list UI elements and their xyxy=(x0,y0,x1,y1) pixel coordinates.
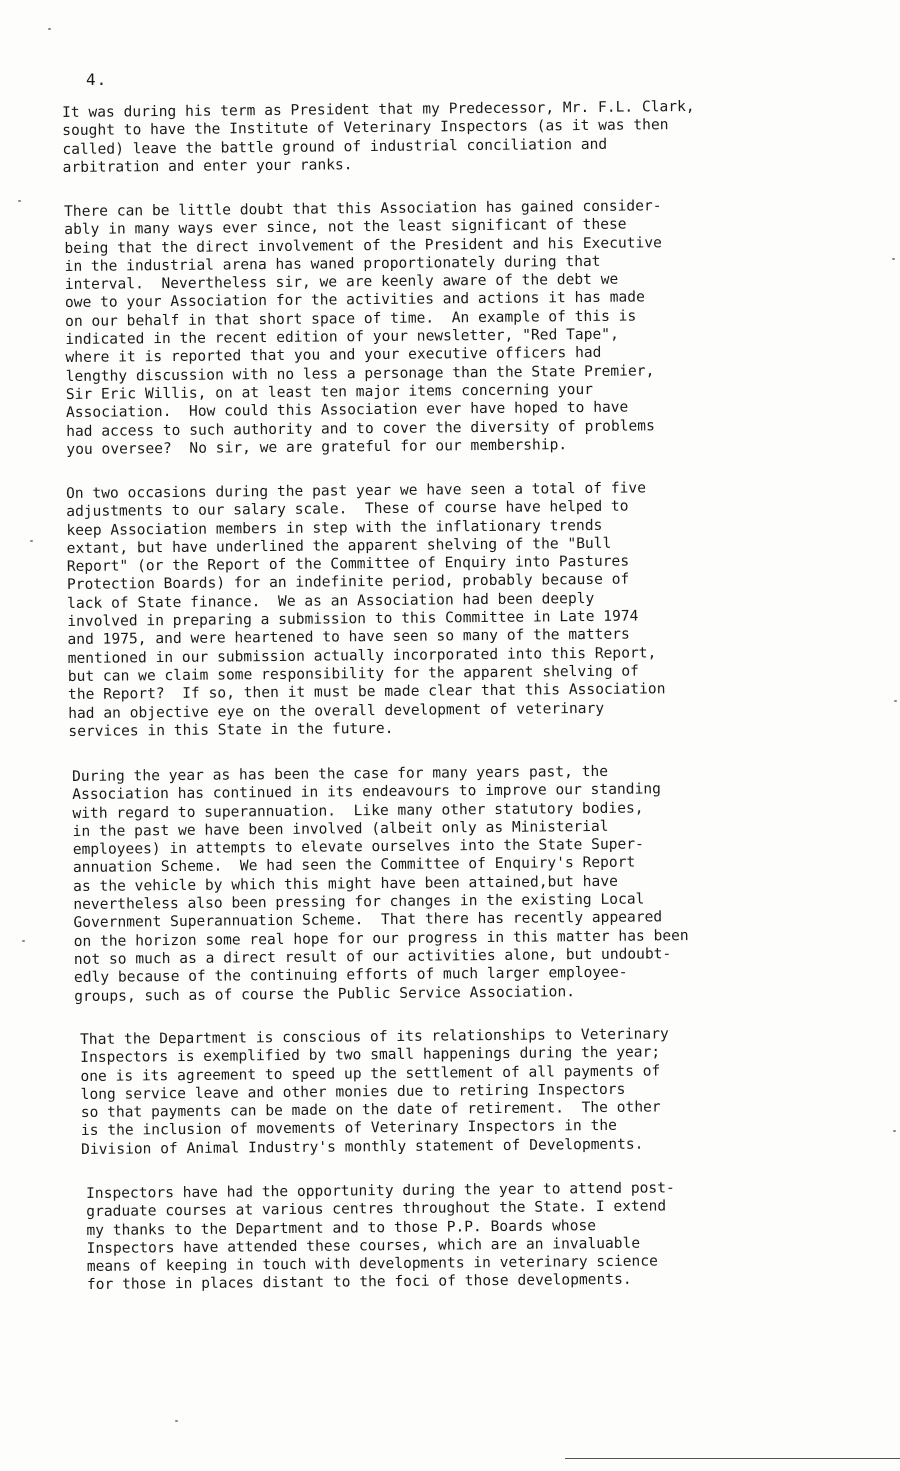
document-body xyxy=(62,97,842,1315)
scan-speck xyxy=(894,700,897,702)
scan-speck xyxy=(892,258,895,260)
paragraph-salary-adjustments: On two occasions during the past year we have seen a total of five adjustments to our salary scale. These of course have helped to keep Association members in step with the inflationary trends extant, but have underlined the apparent shelving of the "Bull Report" (or the Report of the Committee of Enquiry into Pastures Protection Boards) for an indefinite period, probably because of lack of State finance. We as an Association had been deeply involved in preparing a submission to this Committee in Late 1974 and 1975, and were heartened to have seen so many of the matters mentioned in our submission actually incorporated into this Report, but can we claim some responsibility for the apparent shelving of the Report? If so, then it must be made clear that this Association had an objective eye on the overall development of veterinary services in this State in the future. xyxy=(66,479,666,741)
paragraph-predecessor: It was during his term as President that my Predecessor, Mr. F.L. Clark, sought to have the Institute of Veterinary Inspectors (as it was then called) leave the battle ground of industrial conciliation and arbitration and enter your ranks. xyxy=(62,97,695,176)
scan-speck xyxy=(893,1130,896,1132)
scan-speck xyxy=(18,200,21,202)
paragraph-postgraduate-courses: Inspectors have had the opportunity during the year to attend post- graduate courses at various centres throughout the State. I extend my thanks to the Department and to those P.P. Boards whose Inspectors have attended these courses, which are an invaluable means of keeping in touch with developments in veterinary science for those in places distant to the foci of those developments. xyxy=(86,1179,675,1294)
page-number: 4. xyxy=(86,70,108,89)
paragraph-association-gains: There can be little doubt that this Association has gained consider- ably in many ways ever since, not the least significant of these being that the direct involvement of the President and his Executive in the industrial arena has waned proportionately during that interval. Nevertheless sir, we are keenly aware of the debt we owe to your Association for the activities and actions it has made on our behalf in that short space of time. An example of this is indicated in the recent edition of your newsletter, "Red Tape", where it is reported that you and your executive officers had lengthy discussion with no less a personage than the State Premier, Sir Eric Willis, on at least ten major items concerning your Association. How could this Association ever have hoped to have had access to such authority and to cover the diversity of problems you oversee? No sir, we are grateful for our membership. xyxy=(64,197,662,459)
bottom-rule xyxy=(565,1458,900,1459)
scan-speck xyxy=(48,28,51,30)
scan-speck xyxy=(22,940,25,942)
paragraph-superannuation: During the year as has been the case for many years past, the Association has continued in its endeavours to improve our standing with regard to superannuation. Like many other statutory bodies, in the past we have been involved (albeit only as Ministerial employees) in attempts to elevate ourselves into the State Super- annuation Scheme. We had seen the Committee of Enquiry's Report as the vehicle by which this might have been attained,but have nevertheless also been pressing for changes in the existing Local Government Superannuation Scheme. That there has recently appeared on the horizon some real hope for our progress in this matter has been not so much as a direct result of our activities alone, but undoubt- edly because of the continuing efforts of much larger employee- groups, such as of course the Public Service Association. xyxy=(72,762,689,1005)
scan-speck xyxy=(175,1420,178,1422)
paragraph-department-relations: That the Department is conscious of its relationships to Veterinary Inspectors is exemplified by two small happenings during the year; one is its agreement to speed up the settlement of all payments of long service leave and other monies due to retiring Inspectors so that payments can be made on the date of retirement. The other is the inclusion of movements of Veterinary Inspectors in the Division of Animal Industry's monthly statement of Developments. xyxy=(80,1025,669,1159)
scan-speck xyxy=(30,540,33,542)
